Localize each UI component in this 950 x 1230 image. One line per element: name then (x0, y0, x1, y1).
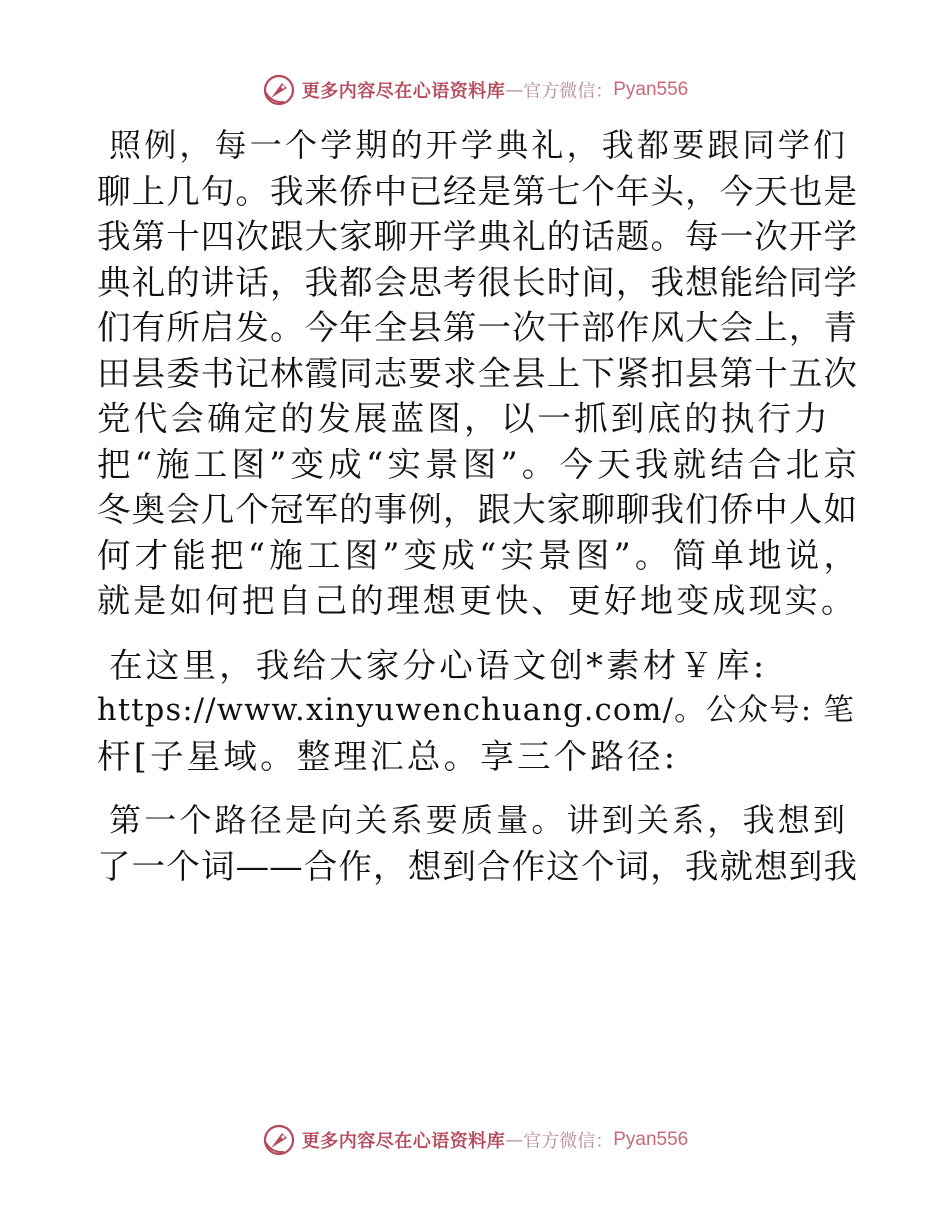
pen-nib-logo-icon (262, 1123, 296, 1157)
text-line: 冬奥会几个冠军的事例，跟大家聊聊我们侨中人如 (97, 490, 857, 529)
watermark-wechat-label: 官方微信： (523, 1131, 614, 1152)
text-line: 典礼的讲话，我都会思考很长时间，我想能给同学 (97, 262, 857, 302)
text-line: 何才能把“施工图”变成“实景图”。简单地说， (97, 535, 857, 575)
watermark-wechat-id: Pyan556 (613, 1129, 689, 1150)
paragraph-1 (97, 123, 857, 624)
pen-nib-logo-icon (262, 73, 296, 107)
watermark-dash: — (505, 1129, 524, 1151)
paragraph-3 (97, 798, 857, 889)
footer-watermark-banner (0, 1120, 950, 1160)
text-line: 我第十四次跟大家聊开学典礼的话题。每一次开学 (97, 217, 857, 256)
paragraph-2 (97, 643, 857, 780)
text-line: 第一个路径是向关系要质量。讲到关系，我想到 (109, 801, 849, 839)
text-line: 在这里，我给大家分心语文创*素材￥库: (109, 645, 768, 685)
text-line: 们有所启发。今年全县第一次干部作风大会上，青 (97, 308, 857, 347)
text-line: 党代会确定的发展蓝图，以一抓到底的执行力 (97, 399, 831, 438)
text-line: 聊上几句。我来侨中已经是第七个年头，今天也是 (97, 171, 857, 211)
text-line: 了一个词——合作，想到合作这个词，我就想到我 (97, 846, 857, 886)
watermark-wechat-label: 官方微信： (523, 81, 614, 102)
document-body (97, 123, 857, 889)
text-line: 田县委书记林霞同志要求全县上下紧扣县第十五次 (97, 353, 857, 393)
text-line-url: https://www.xinyuwenchuang.com/。公众号: 笔 (97, 693, 855, 728)
text-line: 杆[子星域。整理汇总。享三个路径: (97, 736, 679, 776)
watermark-dash: — (505, 79, 524, 101)
text-line: 就是如何把自己的理想更快、更好地变成现实。 (97, 581, 858, 620)
watermark-title: 更多内容尽在心语资料库 (301, 1131, 506, 1152)
text-line: 照例，每一个学期的开学典礼，我都要跟同学们 (109, 126, 849, 164)
watermark-wechat-id: Pyan556 (613, 79, 689, 100)
header-watermark-banner (0, 70, 950, 110)
text-line: 把“施工图”变成“实景图”。今天我就结合北京 (97, 444, 857, 484)
watermark-title: 更多内容尽在心语资料库 (301, 81, 506, 102)
